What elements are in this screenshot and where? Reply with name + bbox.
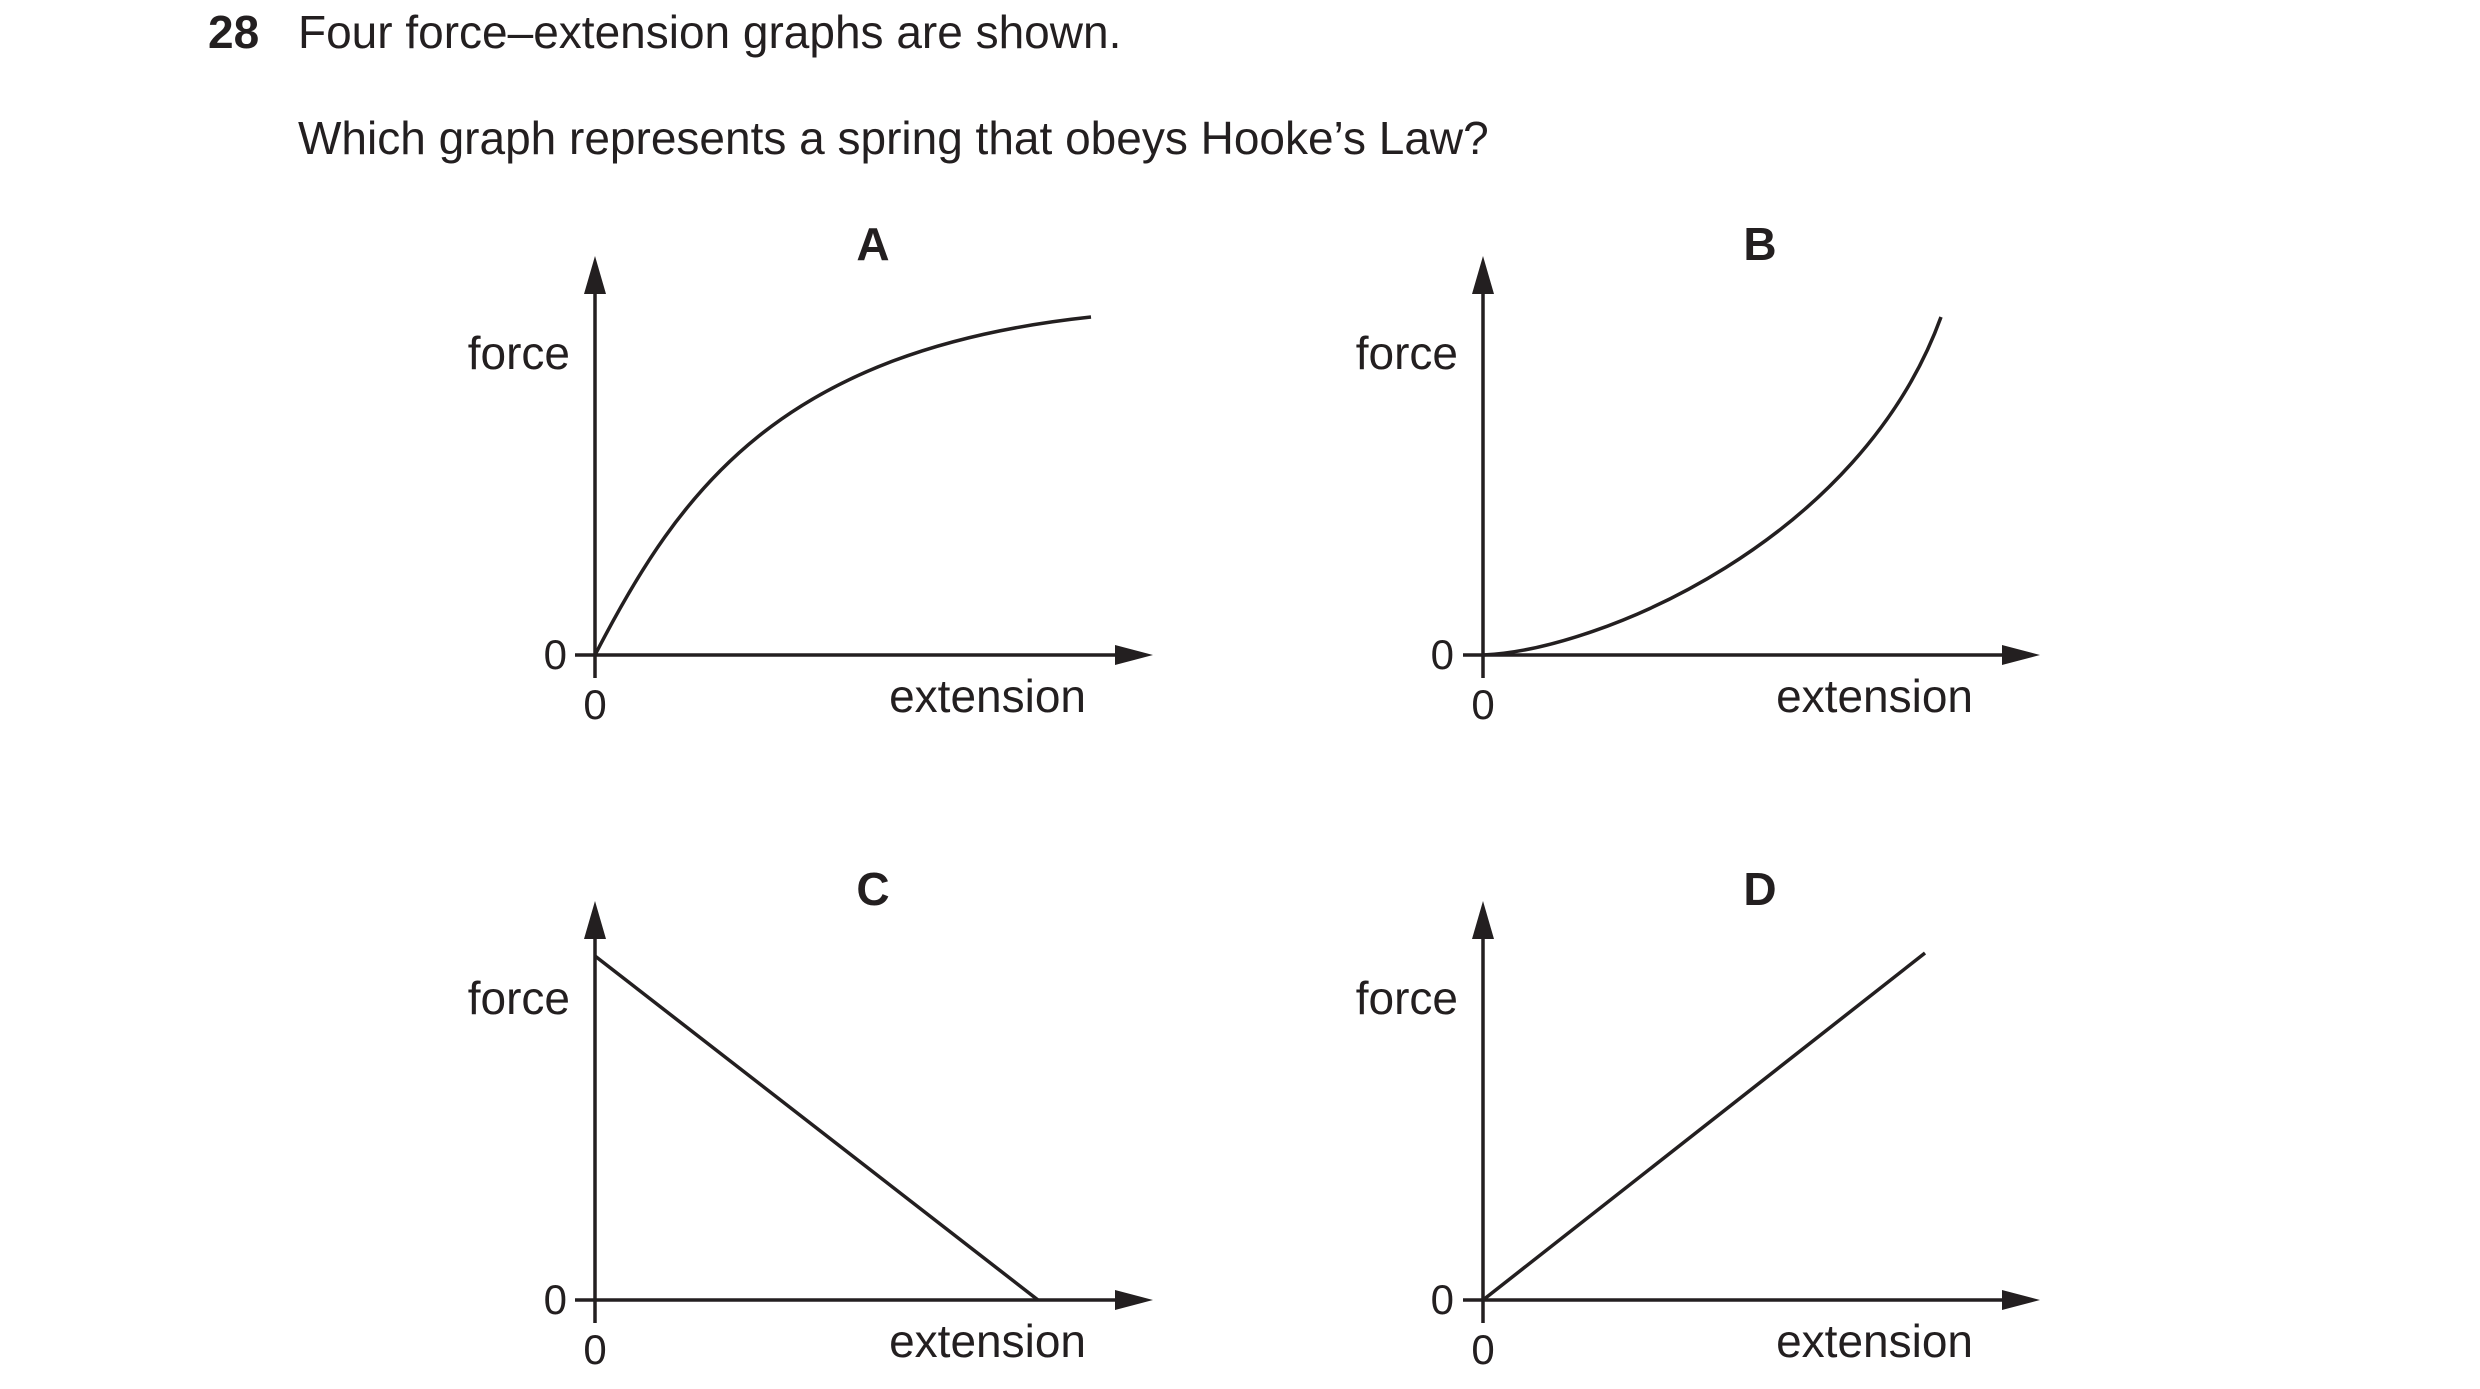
graph-c-line bbox=[595, 956, 1038, 1300]
question-number: 28 bbox=[208, 6, 260, 58]
graph-b bbox=[1356, 218, 2040, 728]
graph-a-x-arrow bbox=[1115, 645, 1153, 665]
graph-a bbox=[468, 218, 1153, 728]
graph-c-y-arrow bbox=[584, 901, 606, 939]
graph-c-origin-y-label: 0 bbox=[543, 1276, 567, 1323]
graph-a-y-label: force bbox=[467, 327, 570, 379]
graph-b-x-arrow bbox=[2002, 645, 2040, 665]
graph-d-line bbox=[1483, 953, 1925, 1300]
graph-d-letter: D bbox=[1743, 863, 1777, 915]
graph-b-curve bbox=[1483, 317, 1941, 655]
graph-b-x-label: extension bbox=[1776, 670, 1973, 722]
graph-c-x-arrow bbox=[1115, 1290, 1153, 1310]
graph-c-x-label: extension bbox=[889, 1315, 1086, 1367]
question-prompt: Which graph represents a spring that obeys Hooke’s Law? bbox=[298, 112, 1489, 164]
graph-c-y-label: force bbox=[467, 972, 570, 1024]
graph-b-letter: B bbox=[1743, 218, 1777, 270]
graph-d-origin-y-label: 0 bbox=[1430, 1276, 1454, 1323]
graph-a-origin-y-label: 0 bbox=[543, 631, 567, 678]
graph-a-curve bbox=[595, 317, 1091, 655]
graph-a-x-label: extension bbox=[889, 670, 1086, 722]
graph-c-origin-x-label: 0 bbox=[583, 1326, 607, 1373]
question-stem: Four force–extension graphs are shown. bbox=[298, 6, 1122, 58]
graph-b-origin-y-label: 0 bbox=[1430, 631, 1454, 678]
graph-d-y-label: force bbox=[1355, 972, 1458, 1024]
graph-d-x-label: extension bbox=[1776, 1315, 1973, 1367]
graph-d bbox=[1356, 863, 2040, 1373]
graph-c-letter: C bbox=[856, 863, 890, 915]
graph-d-origin-x-label: 0 bbox=[1471, 1326, 1495, 1373]
graph-b-y-label: force bbox=[1355, 327, 1458, 379]
graph-a-y-arrow bbox=[584, 256, 606, 294]
graph-a-letter: A bbox=[856, 218, 890, 270]
graph-c bbox=[468, 863, 1153, 1373]
graph-d-x-arrow bbox=[2002, 1290, 2040, 1310]
graph-a-origin-x-label: 0 bbox=[583, 681, 607, 728]
graph-b-y-arrow bbox=[1472, 256, 1494, 294]
graph-d-y-arrow bbox=[1472, 901, 1494, 939]
graph-b-origin-x-label: 0 bbox=[1471, 681, 1495, 728]
